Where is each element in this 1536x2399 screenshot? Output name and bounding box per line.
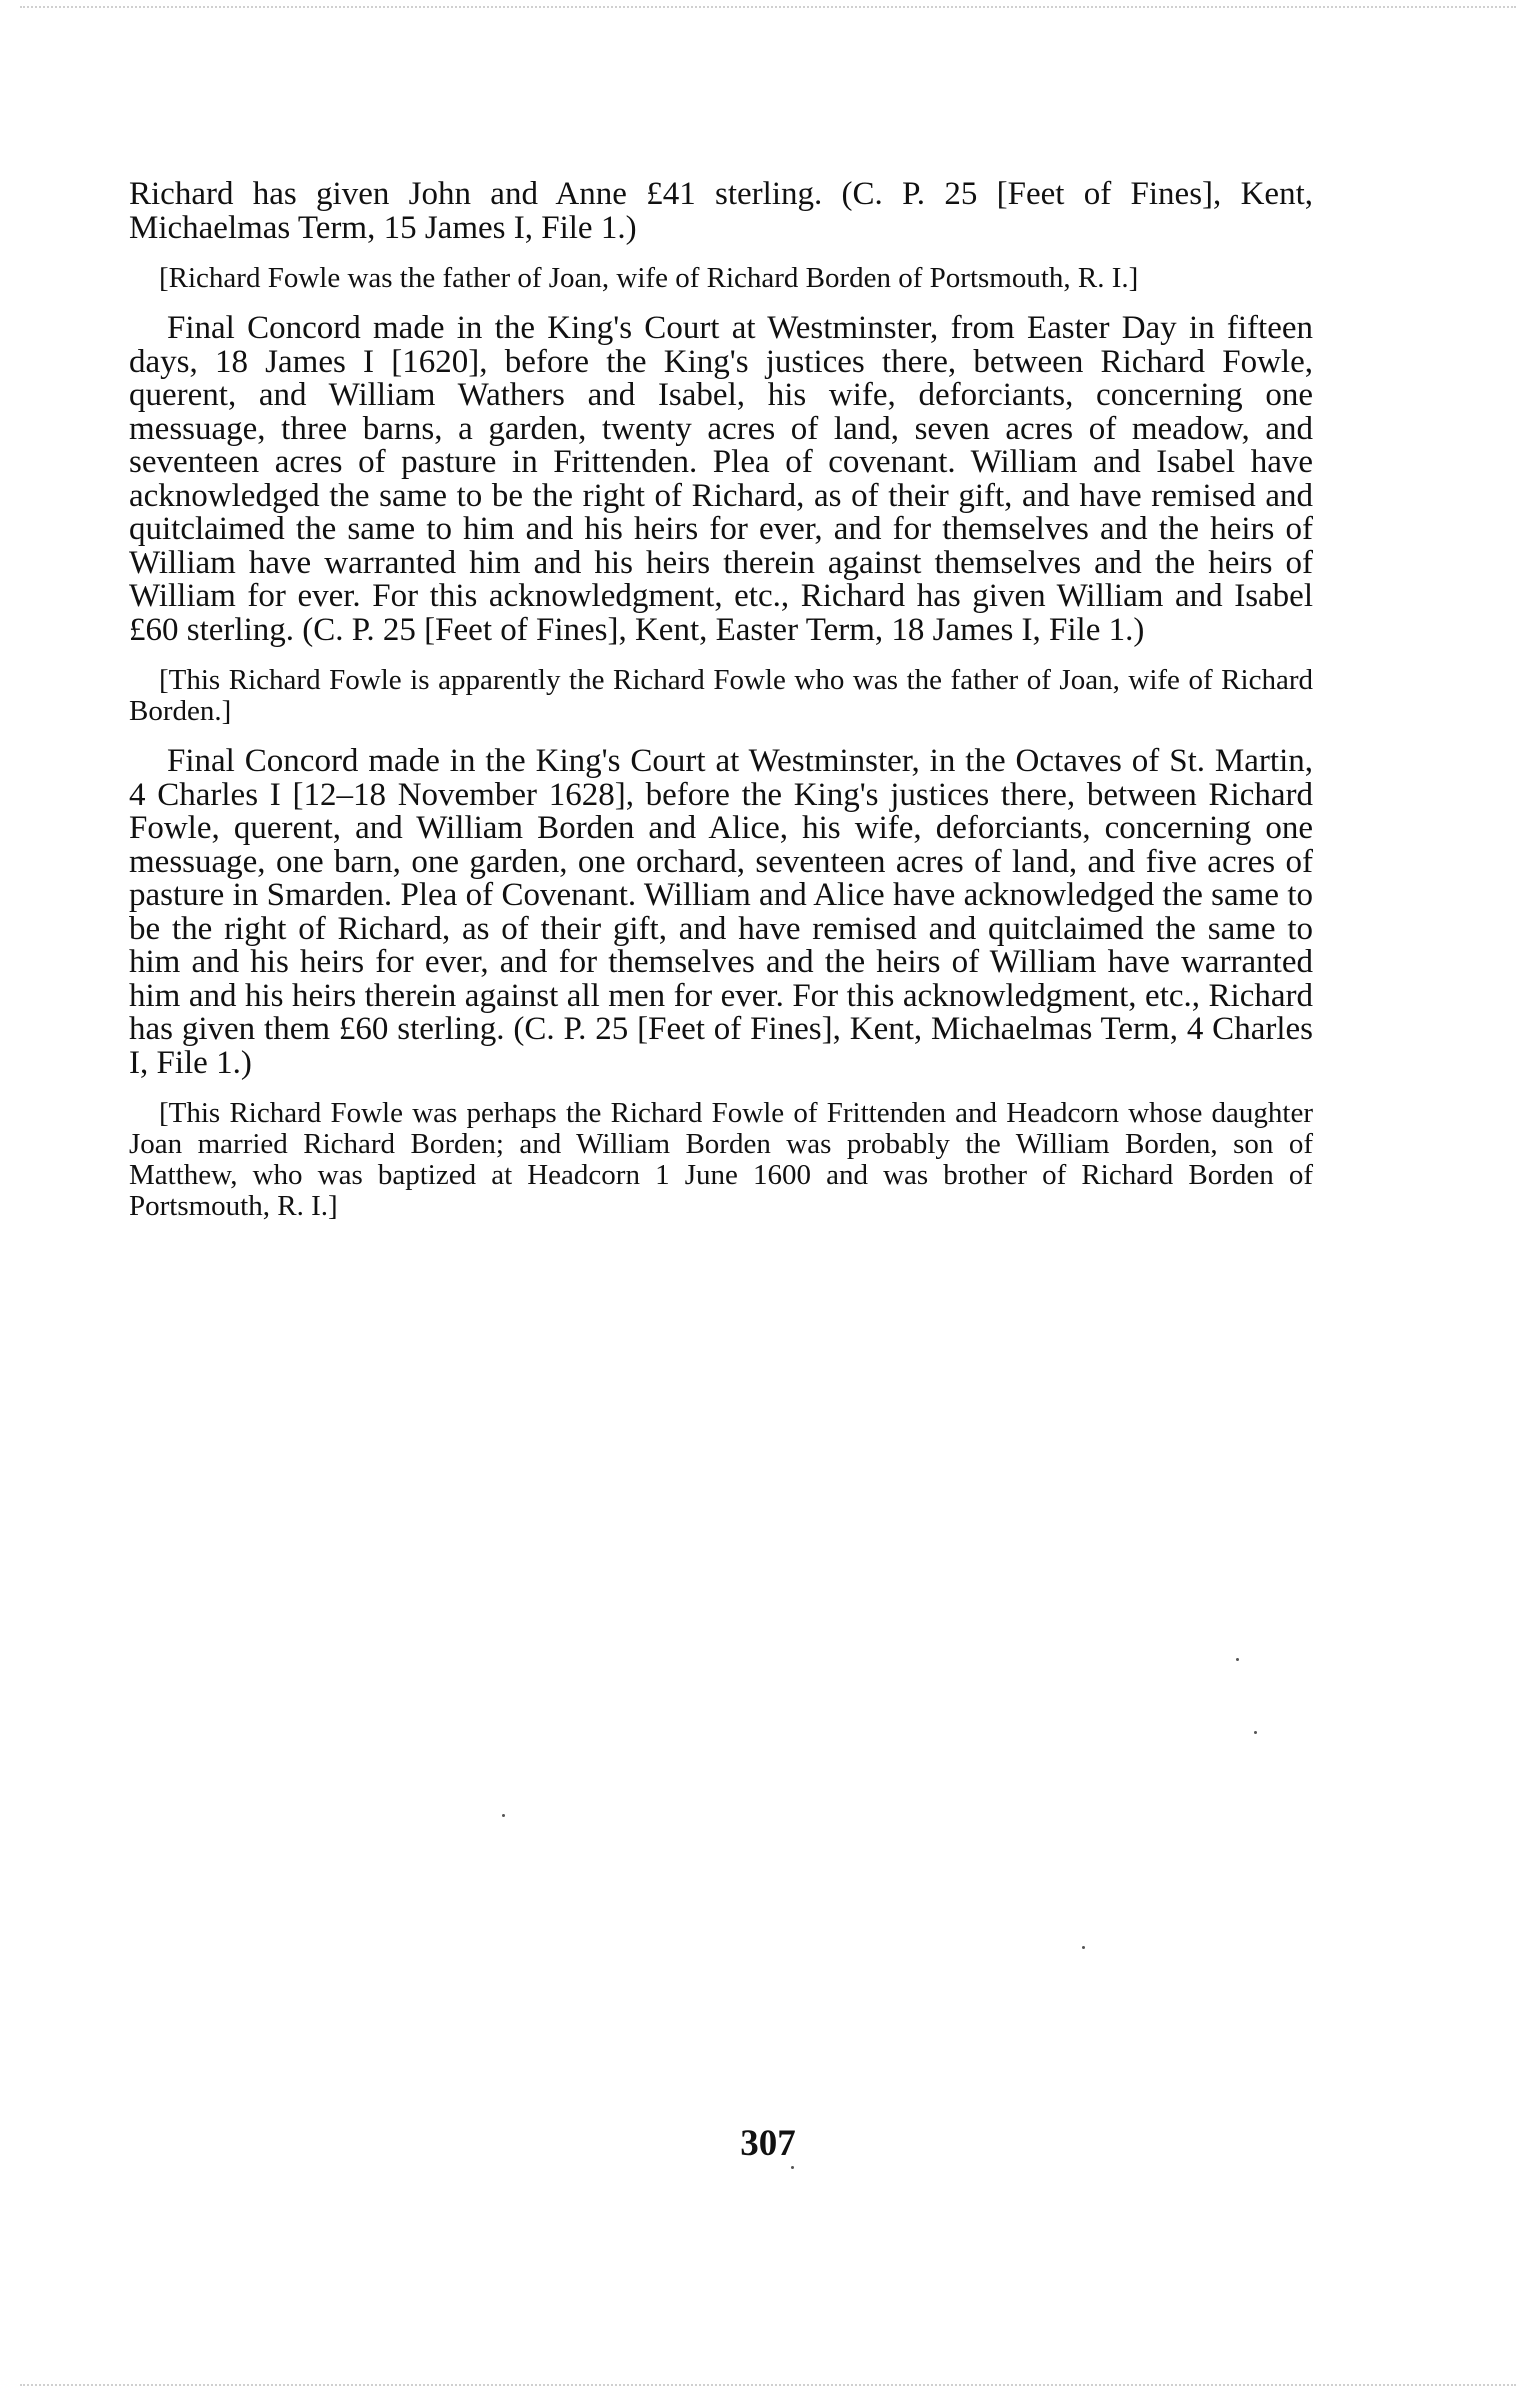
body-text (129, 178, 1313, 1240)
scan-speck (502, 1814, 505, 1817)
editorial-note-2: [This Richard Fowle is apparently the Richard Fowle who was the father of Joan, wife of Richard Borden.] (129, 664, 1313, 727)
paragraph-1: Richard has given John and Anne £41 sterling. (C. P. 25 [Feet of Fines], Kent, Michaelmas Term, 15 James I, File 1.) (129, 176, 1313, 246)
scan-speck (1254, 1731, 1257, 1734)
scan-edge-top (20, 6, 1516, 12)
editorial-note-3: [This Richard Fowle was perhaps the Richard Fowle of Frittenden and Headcorn whose daughter Joan married Richard Borden; and William Borden was probably the William Borden, son of Matthew, who was baptized at Headcorn 1 June 1600 and was brother of Richard Borden of Portsmouth, R. I.] (129, 1097, 1313, 1222)
scan-speck (1236, 1658, 1239, 1661)
paragraph-final-concord-1620: Final Concord made in the King's Court at Westminster, from Easter Day in fifteen days, 18 James I [1620], before the King's justices there, between Richard Fowle, querent, and William Wathers and Isabel, his wife, deforciants, concerning one messuage, three barns, a garden, twenty acres of land, seven acres of meadow, and seventeen acres of pasture in Frittenden. Plea of covenant. William and Isabel have acknowledged the same to be the right of Richard, as of their gift, and have remised and quitclaimed the same to him and his heirs for ever, and for themselves and the heirs of William have warranted him and his heirs therein against themselves and the heirs of William for ever. For this acknowledgment, etc., Richard has given William and Isabel £60 sterling. (C. P. 25 [Feet of Fines], Kent, Easter Term, 18 James I, File 1.) (129, 310, 1313, 648)
scan-speck (1082, 1946, 1085, 1949)
paragraph-final-concord-1628: Final Concord made in the King's Court at Westminster, in the Octaves of St. Martin, 4 Charles I [12–18 November 1628], before the King's justices there, between Richard Fowle, querent, and William Borden and Alice, his wife, deforciants, concerning one messuage, one barn, one garden, one orchard, seventeen acres of land, and five acres of pasture in Smarden. Plea of Covenant. William and Alice have acknowledged the same to be the right of Richard, as of their gift, and have remised and quitclaimed the same to him and his heirs for ever, and for themselves and the heirs of William have warranted him and his heirs therein against all men for ever. For this acknowledgment, etc., Richard has given them £60 sterling. (C. P. 25 [Feet of Fines], Kent, Michaelmas Term, 4 Charles I, File 1.) (129, 743, 1313, 1081)
editorial-note-1: [Richard Fowle was the father of Joan, wife of Richard Borden of Portsmouth, R. I.] (159, 262, 1139, 294)
page-number: 307 (740, 2123, 796, 2164)
scan-edge-bottom (20, 2384, 1516, 2390)
scan-speck (791, 2166, 794, 2169)
